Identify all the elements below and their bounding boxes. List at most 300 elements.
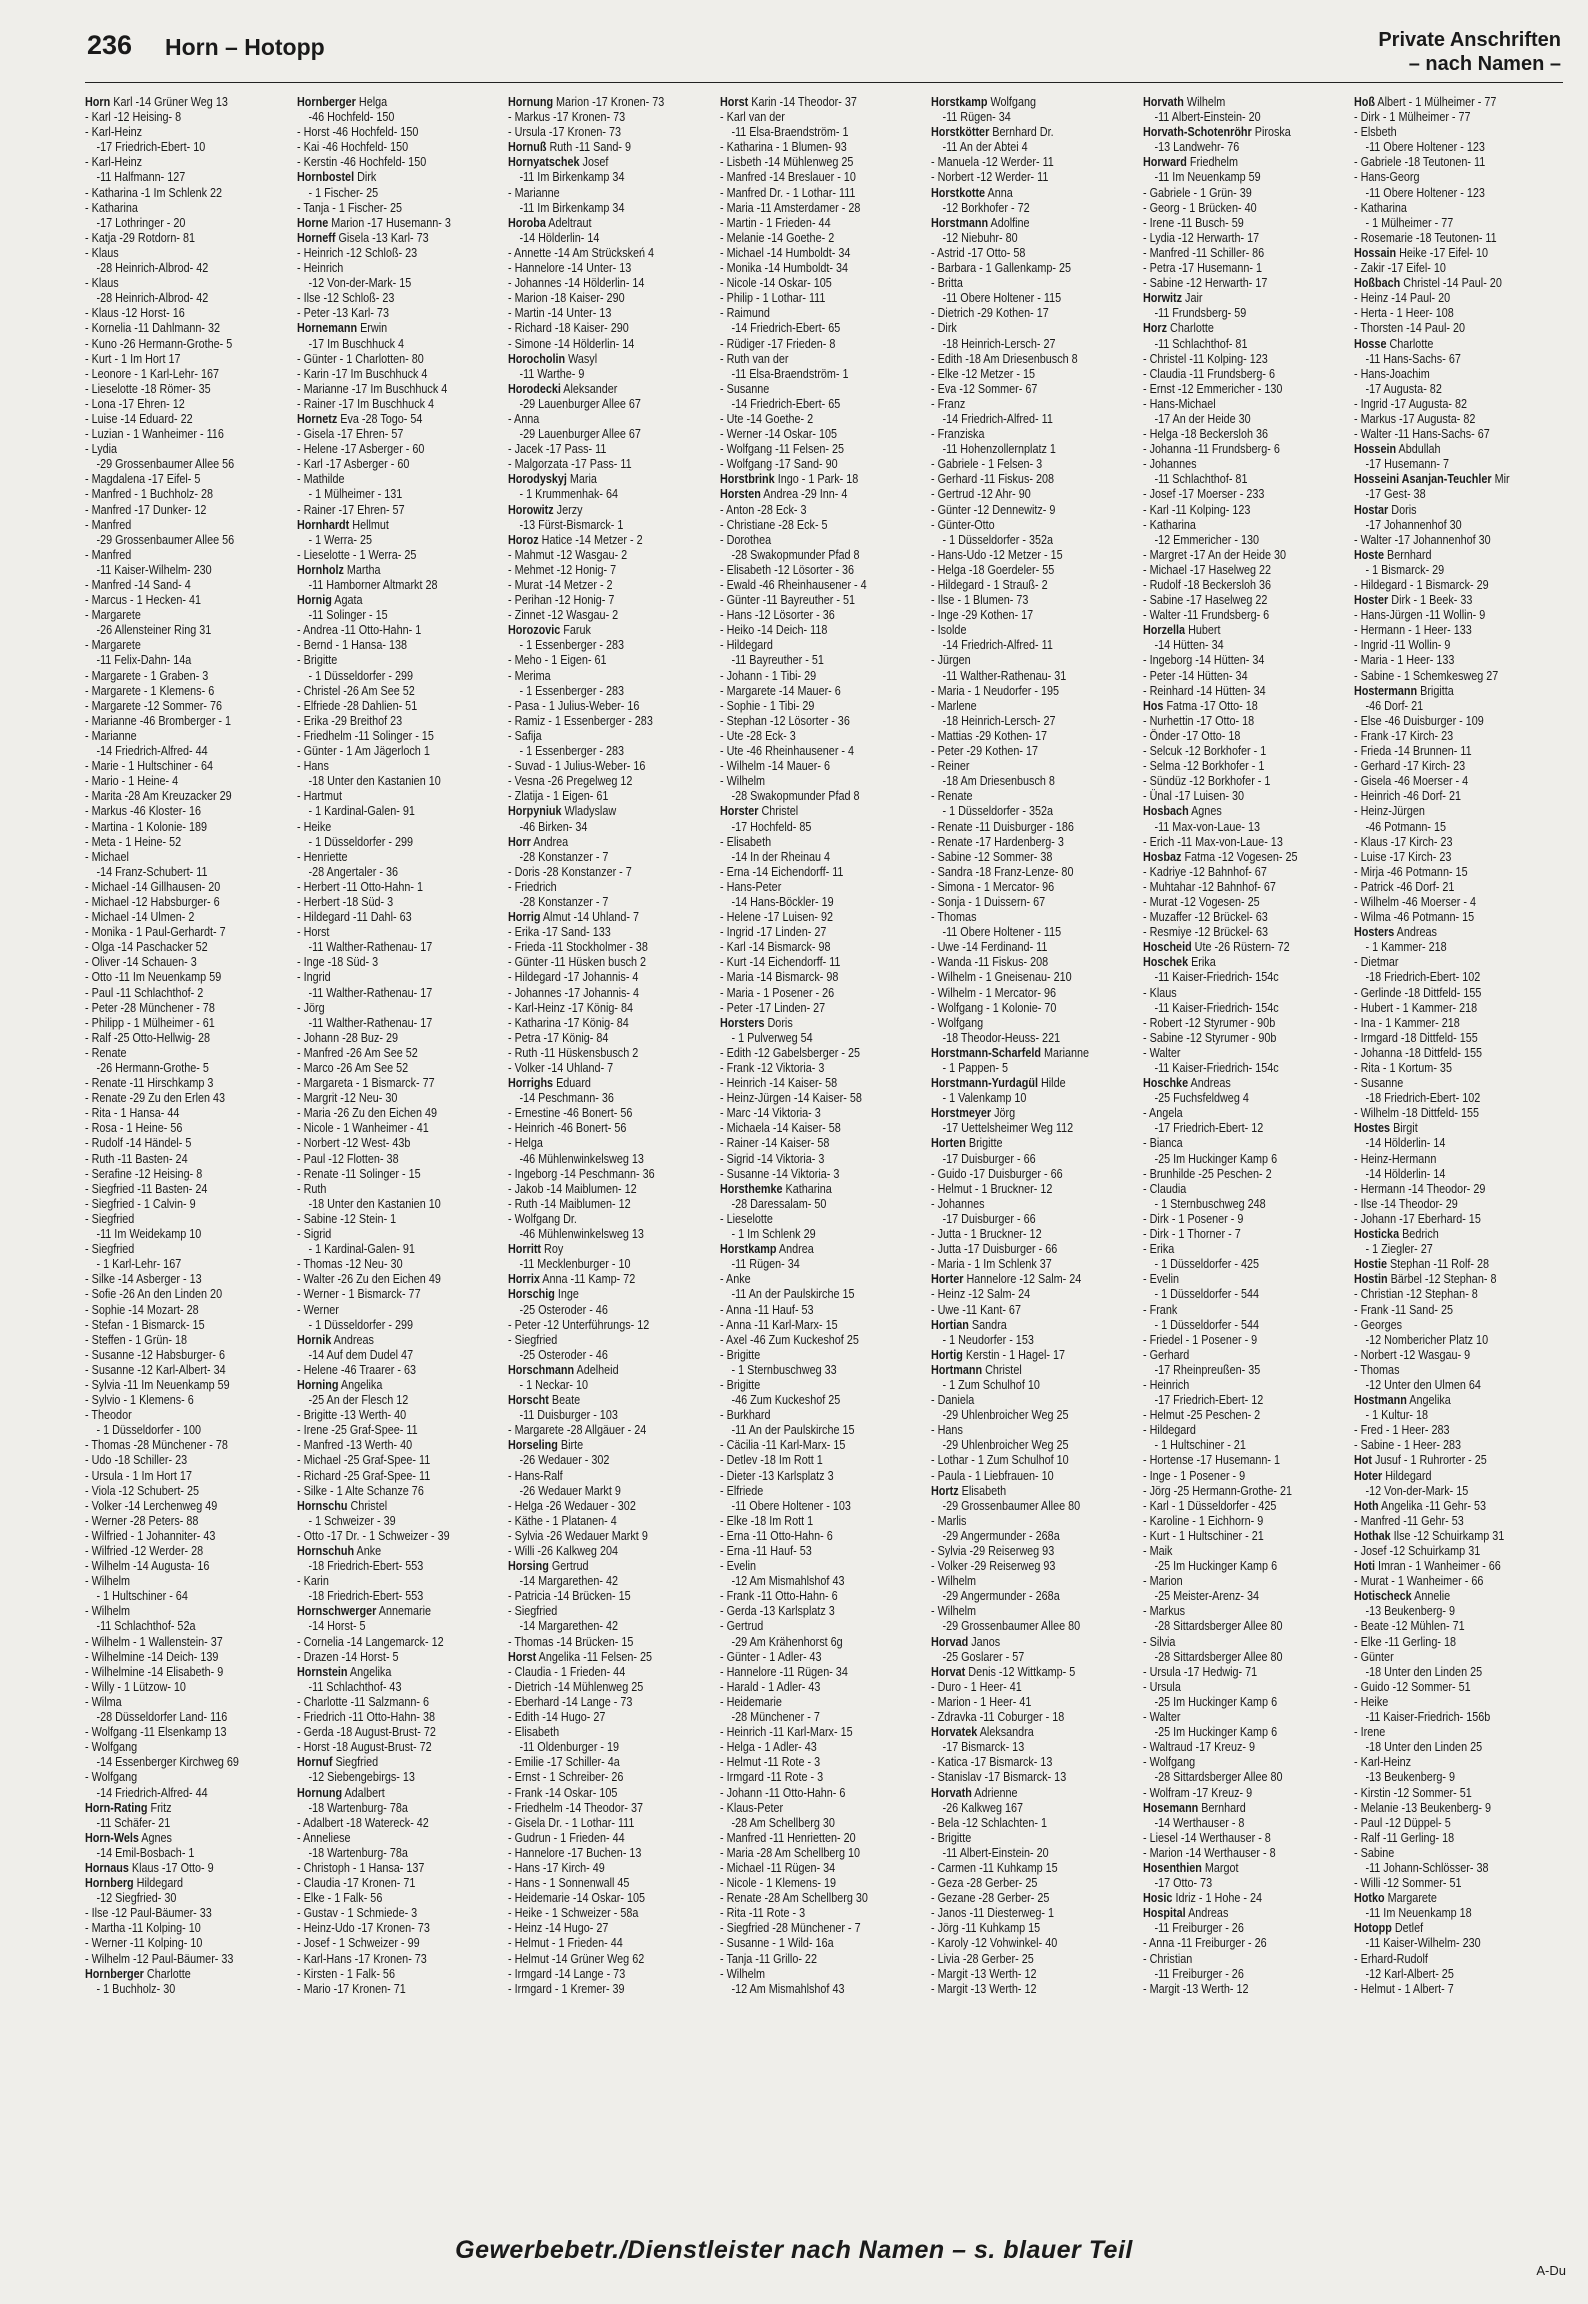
entry-text: -17 Husemann- 7 bbox=[1365, 456, 1450, 472]
entry-text: - Volker -14 Lerchenweg 49 bbox=[85, 1497, 218, 1513]
entry-text: -29 Lauenburger Allee 67 bbox=[519, 395, 642, 411]
directory-entry bbox=[1143, 1317, 1314, 1332]
entry-surname: Horozovic bbox=[508, 622, 561, 638]
entry-text: -14 Friedrich-Ebert- 65 bbox=[731, 320, 840, 336]
entry-surname: Hoßbach bbox=[1354, 275, 1401, 291]
entry-surname: Hosenthien bbox=[1142, 1859, 1202, 1875]
entry-text: -46 Zum Kuckeshof 25 bbox=[731, 1392, 841, 1408]
entry-surname: Hosticka bbox=[1354, 1226, 1400, 1242]
directory-entry bbox=[297, 366, 468, 381]
entry-text: - Walter bbox=[1142, 1709, 1181, 1725]
entry-text: - Evelin bbox=[719, 1558, 756, 1574]
entry-text: -29 Grossenbaumer Allee 80 bbox=[942, 1497, 1081, 1513]
entry-text: - Wilma bbox=[85, 1693, 122, 1709]
entry-text: - Else -46 Duisburger - 109 bbox=[1354, 712, 1485, 728]
directory-entry bbox=[1143, 1347, 1314, 1362]
directory-entry bbox=[720, 668, 891, 683]
directory-entry bbox=[720, 1558, 891, 1573]
entry-surname: Horward bbox=[1142, 154, 1187, 170]
entry-text: -14 Margarethen- 42 bbox=[519, 1573, 619, 1589]
directory-entry bbox=[85, 758, 256, 773]
directory-entry bbox=[85, 1588, 256, 1603]
directory-entry bbox=[1354, 803, 1525, 818]
directory-entry bbox=[720, 1000, 891, 1015]
entry-text: - Rita - 1 Hansa- 44 bbox=[85, 1105, 180, 1121]
directory-entry bbox=[1143, 864, 1314, 879]
directory-entry bbox=[508, 139, 679, 154]
directory-entry bbox=[85, 1754, 256, 1769]
entry-text: -25 Meister-Arenz- 34 bbox=[1154, 1588, 1259, 1604]
entry-text: - Katharina bbox=[1354, 199, 1408, 215]
entry-text: Annemarie bbox=[375, 1603, 431, 1619]
entry-text: - Ilse -12 Paul-Bäumer- 33 bbox=[85, 1905, 212, 1921]
directory-entry bbox=[720, 517, 891, 532]
directory-entry bbox=[720, 320, 891, 335]
entry-text: - Waltraud -17 Kreuz- 9 bbox=[1142, 1739, 1255, 1755]
directory-entry bbox=[1143, 1196, 1314, 1211]
directory-entry bbox=[1143, 1588, 1314, 1603]
directory-entry bbox=[508, 1000, 679, 1015]
directory-entry bbox=[1143, 1649, 1314, 1664]
directory-entry bbox=[931, 94, 1102, 109]
entry-text: - Wilhelm - 1 Mercator- 96 bbox=[931, 984, 1057, 1000]
directory-entry bbox=[85, 351, 256, 366]
directory-entry bbox=[1143, 411, 1314, 426]
entry-text: - 1 Neckar- 10 bbox=[519, 1376, 589, 1392]
directory-entry bbox=[1354, 290, 1525, 305]
entry-text: -12 Unter den Ulmen 64 bbox=[1365, 1376, 1482, 1392]
directory-entry bbox=[1354, 1075, 1525, 1090]
entry-text: - Manfred -11 Henrietten- 20 bbox=[719, 1829, 856, 1845]
entry-text: Adalbert bbox=[341, 1784, 385, 1800]
entry-text: - Hildegard bbox=[719, 637, 773, 653]
entry-text: - Walter -11 Hans-Sachs- 67 bbox=[1354, 426, 1491, 442]
directory-entry bbox=[931, 1920, 1102, 1935]
entry-text: -11 Kaiser-Friedrich- 156b bbox=[1365, 1709, 1491, 1725]
directory-entry bbox=[931, 1498, 1102, 1513]
entry-text: - 1 Zum Schulhof 10 bbox=[942, 1376, 1041, 1392]
directory-entry bbox=[1354, 245, 1525, 260]
entry-text: -18 Wartenburg- 78a bbox=[308, 1799, 408, 1815]
entry-text: Angelika -11 Gehr- 53 bbox=[1379, 1497, 1487, 1513]
directory-entry bbox=[297, 637, 468, 652]
entry-text: - Angela bbox=[1142, 1105, 1183, 1121]
directory-entry bbox=[297, 1785, 468, 1800]
directory-entry bbox=[297, 1649, 468, 1664]
entry-text: - Pasa - 1 Julius-Weber- 16 bbox=[508, 697, 640, 713]
entry-text: - Anke bbox=[719, 1271, 751, 1287]
directory-entry bbox=[1143, 502, 1314, 517]
entry-text: -12 Borkhofer - 72 bbox=[942, 199, 1030, 215]
entry-text: - Wolfgang -11 Elsenkamp 13 bbox=[85, 1724, 227, 1740]
directory-entry bbox=[508, 698, 679, 713]
entry-text: - 1 Sternbuschweg 33 bbox=[731, 1361, 837, 1377]
directory-entry bbox=[1354, 1890, 1525, 1905]
directory-entry bbox=[1354, 607, 1525, 622]
entry-text: - Käthe - 1 Platanen- 4 bbox=[508, 1512, 617, 1528]
entry-surname: Horodyskyj bbox=[508, 471, 568, 487]
entry-text: -11 Warthe- 9 bbox=[519, 365, 585, 381]
directory-entry bbox=[720, 396, 891, 411]
entry-text: - Markus -17 Augusta- 82 bbox=[1354, 410, 1476, 426]
directory-entry bbox=[297, 169, 468, 184]
entry-text: - Gerhard -17 Kirch- 23 bbox=[1354, 758, 1466, 774]
entry-surname: Horsten bbox=[719, 486, 761, 502]
directory-entry bbox=[720, 1045, 891, 1060]
entry-surname: Horten bbox=[931, 1135, 967, 1151]
directory-entry bbox=[85, 441, 256, 456]
directory-entry bbox=[85, 1634, 256, 1649]
entry-text: Andreas bbox=[1394, 924, 1438, 940]
entry-text: - Eberhard -14 Lange - 73 bbox=[508, 1693, 633, 1709]
entry-text: - Zlatija - 1 Eigen- 61 bbox=[508, 788, 609, 804]
entry-text: - Irene -25 Graf-Spee- 11 bbox=[296, 1422, 418, 1438]
directory-entry bbox=[720, 607, 891, 622]
entry-text: Fatma -12 Vogesen- 25 bbox=[1181, 848, 1298, 864]
entry-text: - Jakob -14 Maiblumen- 12 bbox=[508, 1180, 637, 1196]
entry-text: -11 Obere Holtener - 115 bbox=[942, 290, 1062, 306]
directory-entry bbox=[720, 834, 891, 849]
entry-text: Albert - 1 Mülheimer - 77 bbox=[1375, 94, 1497, 109]
directory-entry bbox=[1354, 1151, 1525, 1166]
directory-entry bbox=[508, 1166, 679, 1181]
directory-entry bbox=[297, 1634, 468, 1649]
directory-entry bbox=[931, 109, 1102, 124]
entry-text: -11 Schlachthof- 52a bbox=[96, 1618, 196, 1634]
entry-text: -11 Rügen- 34 bbox=[731, 1256, 800, 1272]
directory-entry bbox=[297, 260, 468, 275]
entry-text: -13 Landwehr- 76 bbox=[1154, 139, 1240, 155]
entry-text: -25 Im Huckinger Kamp 6 bbox=[1154, 1693, 1277, 1709]
entry-text: Adolfine bbox=[988, 214, 1030, 230]
directory-entry bbox=[720, 94, 891, 109]
entry-text: - 1 Kardinal-Galen- 91 bbox=[308, 803, 415, 819]
entry-text: - 1 Essenberger - 283 bbox=[519, 743, 625, 759]
entry-text: -28 Düsseldorfer Land- 116 bbox=[96, 1709, 228, 1725]
directory-entry bbox=[931, 773, 1102, 788]
entry-text: -28 Münchener - 7 bbox=[731, 1709, 820, 1725]
directory-entry bbox=[1143, 456, 1314, 471]
entry-text: - Gezane -28 Gerber- 25 bbox=[931, 1890, 1050, 1906]
entry-text: - Malgorzata -17 Pass- 11 bbox=[508, 456, 632, 472]
entry-text: - Ralf -11 Gerling- 18 bbox=[1354, 1829, 1455, 1845]
entry-surname: Hornyatschek bbox=[508, 154, 580, 170]
directory-entry bbox=[720, 1769, 891, 1784]
directory-entry bbox=[297, 1362, 468, 1377]
directory-entry bbox=[297, 803, 468, 818]
entry-text: - Dorothea bbox=[719, 531, 771, 547]
entry-text: - Renate -11 Hirschkamp 3 bbox=[85, 1075, 214, 1091]
entry-text: - Klaus bbox=[85, 244, 119, 260]
entry-text: - Johanna -18 Dittfeld- 155 bbox=[1354, 1044, 1483, 1060]
entry-text: -11 Kaiser-Wilhelm- 230 bbox=[1365, 1935, 1482, 1951]
entry-text: Hildegard bbox=[133, 1875, 183, 1891]
directory-entry bbox=[720, 124, 891, 139]
directory-entry bbox=[297, 1724, 468, 1739]
entry-text: Andrea bbox=[530, 833, 569, 849]
directory-entry bbox=[1354, 1271, 1525, 1286]
entry-text: -14 Peschmann- 36 bbox=[519, 1090, 615, 1106]
directory-entry bbox=[931, 668, 1102, 683]
entry-text: - Wilhelm bbox=[931, 1573, 977, 1589]
entry-text: - Heidemarie -14 Oskar- 105 bbox=[508, 1890, 646, 1906]
directory-entry bbox=[720, 532, 891, 547]
directory-entry bbox=[508, 849, 679, 864]
directory-entry bbox=[297, 1815, 468, 1830]
directory-entry bbox=[720, 441, 891, 456]
entry-text: -13 Fürst-Bismarck- 1 bbox=[519, 516, 624, 532]
directory-entry bbox=[1354, 622, 1525, 637]
directory-entry bbox=[931, 607, 1102, 622]
entry-text: -11 Hohenzollernplatz 1 bbox=[942, 441, 1057, 457]
directory-entry bbox=[508, 94, 679, 109]
entry-text: - Christel -26 Am See 52 bbox=[296, 682, 415, 698]
directory-entry bbox=[720, 1166, 891, 1181]
entry-text: - Meta - 1 Heine- 52 bbox=[85, 833, 182, 849]
directory-entry bbox=[931, 1981, 1102, 1996]
entry-surname: Hortian bbox=[931, 1316, 970, 1332]
entry-text: - Gertrud -12 Ahr- 90 bbox=[931, 486, 1032, 502]
directory-entry bbox=[931, 336, 1102, 351]
entry-text: Josef bbox=[579, 154, 609, 170]
directory-entry bbox=[720, 1679, 891, 1694]
directory-entry bbox=[1354, 1347, 1525, 1362]
entry-text: - Friedel - 1 Posener - 9 bbox=[1142, 1331, 1258, 1347]
entry-text: - 1 Bismarck- 29 bbox=[1365, 561, 1445, 577]
entry-text: -28 Swakopmunder Pfad 8 bbox=[731, 788, 860, 804]
entry-text: - Walter -17 Johannenhof 30 bbox=[1354, 531, 1492, 547]
entry-text: -12 Nombericher Platz 10 bbox=[1365, 1331, 1489, 1347]
entry-text: - Renate -11 Duisburger - 186 bbox=[931, 818, 1075, 834]
entry-text: Margarete bbox=[1385, 1890, 1438, 1906]
entry-text: - Wilhelm -12 Paul-Bäumer- 33 bbox=[85, 1950, 234, 1966]
entry-text: Ingo - 1 Park- 18 bbox=[774, 471, 858, 487]
directory-entry bbox=[297, 94, 468, 109]
entry-text: - Manfred -26 Am See 52 bbox=[296, 1044, 418, 1060]
entry-text: - Hans-Udo -12 Metzer - 15 bbox=[931, 546, 1063, 562]
entry-text: - Rosa - 1 Heine- 56 bbox=[85, 1120, 183, 1136]
directory-entry bbox=[931, 124, 1102, 139]
entry-text: -26 Wedauer - 302 bbox=[519, 1452, 610, 1468]
directory-entry bbox=[1143, 1905, 1314, 1920]
directory-entry bbox=[297, 683, 468, 698]
directory-entry bbox=[85, 637, 256, 652]
entry-text: -25 Im Huckinger Kamp 6 bbox=[1154, 1558, 1277, 1574]
entry-text: - Kurt - 1 Hultschiner - 21 bbox=[1142, 1527, 1264, 1543]
entry-text: -13 Beukenberg- 9 bbox=[1365, 1769, 1456, 1785]
directory-entry bbox=[1354, 502, 1525, 517]
directory-entry bbox=[85, 215, 256, 230]
entry-text: Andrea -29 Inn- 4 bbox=[760, 486, 848, 502]
entry-text: - 1 Düsseldorfer - 299 bbox=[308, 667, 413, 683]
entry-text: -28 Sittardsberger Allee 80 bbox=[1154, 1769, 1283, 1785]
directory-entry bbox=[508, 985, 679, 1000]
directory-entry bbox=[297, 1226, 468, 1241]
entry-text: - Walter -11 Frundsberg- 6 bbox=[1142, 607, 1270, 623]
entry-surname: Horsing bbox=[508, 1558, 550, 1574]
directory-entry bbox=[1143, 803, 1314, 818]
entry-text: -46 Hochfeld- 150 bbox=[308, 109, 395, 125]
directory-entry bbox=[508, 471, 679, 486]
directory-entry bbox=[720, 1951, 891, 1966]
entry-text: - Hans - 1 Sonnenwall 45 bbox=[508, 1875, 630, 1891]
entry-text: Agnes bbox=[138, 1829, 172, 1845]
directory-entry bbox=[297, 215, 468, 230]
directory-entry bbox=[508, 486, 679, 501]
directory-entry bbox=[931, 939, 1102, 954]
page-range-title: Horn – Hotopp bbox=[165, 34, 325, 60]
entry-text: - Manfred Dr. - 1 Lothar- 111 bbox=[719, 184, 856, 200]
entry-surname: Hoter bbox=[1354, 1467, 1383, 1483]
entry-text: -14 Friedrich-Alfred- 11 bbox=[942, 410, 1054, 426]
directory-entry bbox=[297, 1513, 468, 1528]
directory-entry bbox=[720, 1090, 891, 1105]
entry-text: - Viola -12 Schubert- 25 bbox=[85, 1482, 200, 1498]
directory-entry bbox=[297, 849, 468, 864]
directory-entry bbox=[85, 547, 256, 562]
entry-text: - Josef - 1 Schweizer - 99 bbox=[296, 1935, 420, 1951]
directory-entry bbox=[85, 109, 256, 124]
entry-text: Roy bbox=[541, 1241, 564, 1257]
entry-text: -11 Elsa-Braendström- 1 bbox=[731, 124, 849, 140]
directory-entry bbox=[508, 169, 679, 184]
entry-text: Jörg bbox=[991, 1105, 1016, 1121]
entry-text: - Friedrich bbox=[508, 878, 557, 894]
directory-entry bbox=[508, 215, 679, 230]
directory-entry bbox=[931, 1800, 1102, 1815]
directory-entry bbox=[1354, 1920, 1525, 1935]
directory-entry bbox=[297, 1452, 468, 1467]
entry-text: - Merima bbox=[508, 667, 551, 683]
directory-entry bbox=[1354, 1588, 1525, 1603]
entry-text: - Hubert - 1 Kammer- 218 bbox=[1354, 999, 1478, 1015]
directory-entry bbox=[85, 1845, 256, 1860]
directory-entry bbox=[1143, 652, 1314, 667]
directory-entry bbox=[720, 486, 891, 501]
directory-column bbox=[931, 94, 1102, 2168]
entry-text: - Karl -12 Heising- 8 bbox=[85, 109, 182, 125]
directory-entry bbox=[85, 1966, 256, 1981]
entry-text: - 1 Mülheimer - 77 bbox=[1365, 214, 1454, 230]
entry-text: - Doris -28 Konstanzer - 7 bbox=[508, 863, 632, 879]
entry-text: - Christian bbox=[1142, 1950, 1193, 1966]
directory-entry bbox=[508, 1800, 679, 1815]
entry-text: - Claudia - 1 Frieden- 44 bbox=[508, 1663, 626, 1679]
directory-entry bbox=[931, 139, 1102, 154]
directory-entry bbox=[1143, 1498, 1314, 1513]
entry-text: - Johannes bbox=[931, 1195, 985, 1211]
directory-entry bbox=[720, 803, 891, 818]
directory-entry bbox=[931, 1196, 1102, 1211]
directory-entry bbox=[1143, 743, 1314, 758]
directory-entry bbox=[720, 1030, 891, 1045]
directory-column bbox=[297, 94, 468, 2168]
entry-text: Adeltraut bbox=[546, 214, 592, 230]
directory-entry bbox=[1143, 351, 1314, 366]
directory-entry bbox=[297, 1800, 468, 1815]
directory-entry bbox=[720, 1256, 891, 1271]
directory-entry bbox=[297, 1935, 468, 1950]
entry-text: - Heike bbox=[296, 818, 331, 834]
entry-text: - Wilhelm - 1 Gneisenau- 210 bbox=[931, 969, 1072, 985]
entry-text: - Silke - 1 Alte Schanze 76 bbox=[296, 1482, 424, 1498]
directory-entry bbox=[720, 1966, 891, 1981]
directory-entry bbox=[297, 788, 468, 803]
directory-entry bbox=[85, 939, 256, 954]
entry-text: -11 Obere Holtener - 115 bbox=[942, 924, 1062, 940]
entry-text: - Philipp - 1 Mülheimer - 61 bbox=[85, 1014, 215, 1030]
entry-text: -18 Wartenburg- 78a bbox=[308, 1844, 408, 1860]
entry-text: Kerstin - 1 Hagel- 17 bbox=[963, 1346, 1066, 1362]
entry-text: - Karl - 1 Düsseldorfer - 425 bbox=[1142, 1497, 1277, 1513]
directory-entry bbox=[85, 592, 256, 607]
entry-text: -11 Kaiser-Friedrich- 154c bbox=[1154, 1060, 1279, 1075]
directory-entry bbox=[508, 532, 679, 547]
directory-entry bbox=[508, 1679, 679, 1694]
entry-text: -14 Essenberger Kirchweg 69 bbox=[96, 1754, 239, 1770]
directory-entry bbox=[508, 245, 679, 260]
directory-entry bbox=[720, 637, 891, 652]
directory-entry bbox=[931, 320, 1102, 335]
entry-text: Heike -17 Eifel- 10 bbox=[1396, 244, 1489, 260]
directory-entry bbox=[1143, 320, 1314, 335]
entry-text: - Wilhelm -46 Moerser - 4 bbox=[1354, 893, 1477, 909]
entry-text: - Ralf -25 Otto-Hellwig- 28 bbox=[85, 1029, 210, 1045]
directory-entry bbox=[508, 1528, 679, 1543]
directory-entry bbox=[1143, 1332, 1314, 1347]
directory-entry bbox=[85, 909, 256, 924]
entry-text: - 1 Valenkamp 10 bbox=[942, 1090, 1027, 1106]
entry-surname: Hornstein bbox=[296, 1663, 348, 1679]
entry-text: - Heidemarie bbox=[719, 1693, 782, 1709]
directory-entry bbox=[297, 1543, 468, 1558]
directory-entry bbox=[931, 230, 1102, 245]
entry-text: -28 Sittardsberger Allee 80 bbox=[1154, 1648, 1283, 1664]
directory-entry bbox=[85, 1045, 256, 1060]
entry-text: - Helene -17 Asberger - 60 bbox=[296, 441, 425, 457]
directory-entry bbox=[508, 728, 679, 743]
directory-entry bbox=[508, 1694, 679, 1709]
entry-text: - Udo -18 Schiller- 23 bbox=[85, 1452, 188, 1468]
directory-entry bbox=[1143, 1181, 1314, 1196]
directory-entry bbox=[297, 336, 468, 351]
entry-text: -14 Hölderlin- 14 bbox=[1365, 1165, 1446, 1181]
entry-text: - 1 Werra- 25 bbox=[308, 531, 372, 547]
entry-text: - Zdravka -11 Coburger - 18 bbox=[931, 1709, 1065, 1725]
entry-text: - Wilhelm -18 Dittfeld- 155 bbox=[1354, 1105, 1480, 1121]
directory-entry bbox=[508, 1543, 679, 1558]
entry-text: - Heike - 1 Schweizer - 58a bbox=[508, 1905, 639, 1921]
directory-entry bbox=[1354, 1000, 1525, 1015]
entry-text: - Wilfried -12 Werder- 28 bbox=[85, 1543, 204, 1558]
entry-text: - Mathilde bbox=[296, 471, 345, 487]
entry-text: - Marion - 1 Heer- 41 bbox=[931, 1693, 1032, 1709]
entry-text: - Nicole - 1 Wanheimer - 41 bbox=[296, 1120, 429, 1136]
directory-entry bbox=[931, 486, 1102, 501]
directory-entry bbox=[1143, 1800, 1314, 1815]
directory-entry bbox=[85, 607, 256, 622]
entry-surname: Hortmann bbox=[931, 1361, 983, 1377]
entry-text: - Sigrid bbox=[296, 1226, 331, 1242]
directory-entry bbox=[508, 1060, 679, 1075]
entry-surname: Horvat bbox=[931, 1663, 966, 1679]
entry-text: - Marion bbox=[1142, 1573, 1183, 1589]
entry-text: - Rainer -14 Kaiser- 58 bbox=[719, 1135, 830, 1151]
entry-text: - Sabine -12 Styrumer - 90b bbox=[1142, 1029, 1277, 1045]
entry-text: - Manfred -14 Breslauer - 10 bbox=[719, 169, 856, 185]
directory-entry bbox=[931, 1060, 1102, 1075]
directory-entry bbox=[931, 1528, 1102, 1543]
